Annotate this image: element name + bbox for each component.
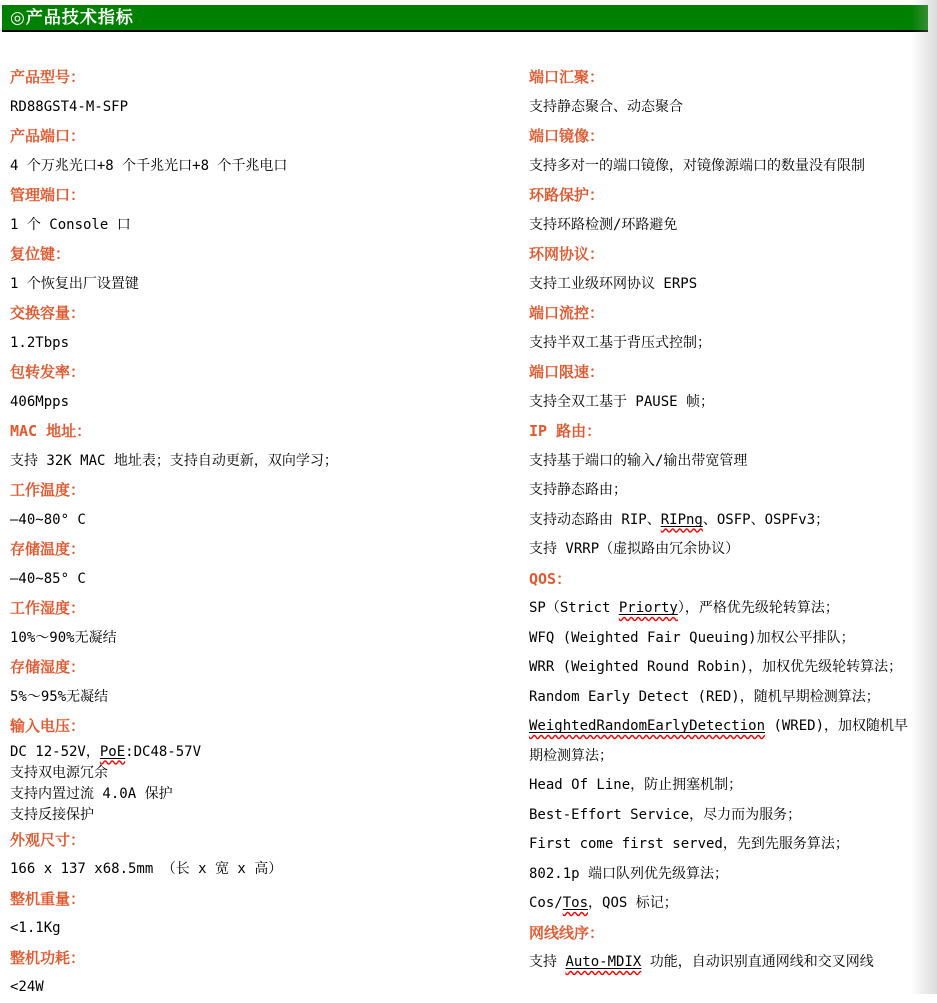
spec-text: 支持内置过流 4.0A 保护 bbox=[10, 785, 173, 802]
spec-text: 406Mpps bbox=[10, 393, 70, 410]
spec-section bbox=[529, 63, 921, 122]
spec-text: 支持反接保护 bbox=[10, 806, 94, 823]
spec-heading: 端口流控： bbox=[529, 304, 605, 322]
spec-section bbox=[10, 594, 529, 653]
spec-text: 支持基于端口的输入/输出带宽管理 bbox=[529, 452, 748, 469]
spec-section bbox=[10, 299, 529, 358]
spec-heading: 工作湿度： bbox=[10, 599, 86, 617]
spec-text: 4 个万兆光口+8 个千兆光口+8 个千兆电口 bbox=[10, 157, 288, 174]
spec-text: <1.1Kg bbox=[10, 920, 61, 936]
spec-section bbox=[529, 240, 921, 299]
spec-heading: 包转发率： bbox=[10, 363, 86, 381]
spec-section bbox=[10, 476, 529, 535]
spec-section bbox=[529, 417, 921, 565]
spec-section bbox=[529, 299, 921, 358]
spec-text: <24W bbox=[10, 979, 44, 995]
spec-text: 支持双电源冗余 bbox=[10, 764, 108, 781]
spec-heading: MAC 地址： bbox=[10, 422, 92, 440]
spec-section bbox=[10, 653, 529, 712]
spec-text: 166 x 137 x68.5mm （长 x 宽 x 高） bbox=[10, 861, 283, 877]
spec-heading: 复位键： bbox=[10, 245, 71, 263]
spec-heading: 整机功耗： bbox=[10, 948, 86, 967]
spec-text: —40~85° C bbox=[10, 570, 86, 587]
spec-text: 支持 VRRP（虚拟路由冗余协议） bbox=[529, 541, 740, 557]
spec-section bbox=[10, 417, 529, 476]
spec-heading: 外观尺寸： bbox=[10, 830, 86, 849]
spec-text: 1.2Tbps bbox=[10, 334, 70, 351]
spec-text: 802.1p 端口队列优先级算法； bbox=[529, 865, 729, 882]
spec-heading: 端口限速： bbox=[529, 363, 605, 381]
misspelled-word: Tos bbox=[562, 895, 589, 911]
spec-section bbox=[529, 358, 921, 417]
misspelled-word: Auto-MDIX bbox=[565, 954, 642, 970]
section-title: ◎产品技术指标 bbox=[10, 8, 134, 28]
spec-heading: 工作温度： bbox=[10, 481, 86, 499]
spec-column-left bbox=[10, 63, 529, 1003]
spec-text: DC 12-52V，PoE:DC48-57V bbox=[10, 743, 202, 760]
misspelled-word: WeightedRandomEarlyDetection bbox=[529, 718, 766, 734]
spec-text: WRR (Weighted Round Robin)，加权优先级轮转算法； bbox=[529, 659, 903, 675]
spec-text: —40~80° C bbox=[10, 511, 86, 528]
spec-text: 支持环路检测/环路避免 bbox=[529, 216, 678, 233]
spec-section bbox=[10, 63, 529, 122]
misspelled-word: Priorty bbox=[618, 600, 678, 616]
spec-heading: 存储湿度： bbox=[10, 658, 86, 676]
spec-section bbox=[10, 240, 529, 299]
spec-text: 支持静态聚合、动态聚合 bbox=[529, 98, 683, 115]
spec-text: Cos/Tos，QOS 标记； bbox=[529, 895, 678, 911]
spec-heading: 存储温度： bbox=[10, 540, 86, 558]
spec-text: 支持半双工基于背压式控制； bbox=[529, 334, 711, 351]
spec-heading: 环路保护： bbox=[529, 186, 605, 204]
spec-heading: IP 路由： bbox=[529, 422, 602, 440]
spec-section bbox=[10, 535, 529, 594]
spec-text: 支持 Auto-MDIX 功能，自动识别直通网线和交叉网线 bbox=[529, 954, 874, 970]
spec-heading: 端口镜像： bbox=[529, 127, 605, 145]
spec-section bbox=[529, 181, 921, 240]
spec-section bbox=[529, 919, 921, 978]
spec-section bbox=[10, 358, 529, 417]
spec-content bbox=[10, 63, 926, 1003]
misspelled-word: RIPng bbox=[660, 511, 703, 528]
spec-section bbox=[529, 565, 921, 919]
spec-text: 支持 32K MAC 地址表；支持自动更新，双向学习； bbox=[10, 452, 338, 469]
spec-text: RD88GST4-M-SFP bbox=[10, 98, 129, 115]
spec-heading: 交换容量： bbox=[10, 304, 86, 322]
spec-heading: 产品端口： bbox=[10, 127, 86, 145]
spec-heading: 产品型号： bbox=[10, 68, 86, 86]
spec-text: Best-Effort Service，尽力而为服务； bbox=[529, 806, 802, 823]
spec-text: 支持工业级环网协议 ERPS bbox=[529, 275, 698, 292]
spec-section bbox=[10, 712, 529, 826]
spec-text: WFQ (Weighted Fair Queuing)加权公平排队； bbox=[529, 629, 855, 646]
spec-heading: 整机重量： bbox=[10, 889, 86, 908]
spec-text: SP（Strict Priorty），严格优先级轮转算法； bbox=[529, 600, 839, 616]
spec-text: 支持全双工基于 PAUSE 帧； bbox=[529, 393, 715, 410]
spec-text: 支持多对一的端口镜像，对镜像源端口的数量没有限制 bbox=[529, 157, 865, 174]
spec-text: Random Early Detect (RED)，随机早期检测算法； bbox=[529, 688, 880, 705]
spec-section bbox=[529, 122, 921, 181]
spec-text: 5%～95%无凝结 bbox=[10, 688, 109, 705]
spec-section bbox=[10, 181, 529, 240]
spec-text: 1 个 Console 口 bbox=[10, 216, 131, 233]
spec-heading: 网线线序： bbox=[529, 923, 605, 942]
spec-text: 支持动态路由 RIP、RIPng、OSFP、OSPFv3； bbox=[529, 511, 830, 528]
spec-column-right bbox=[529, 63, 921, 1003]
spec-section bbox=[10, 122, 529, 181]
misspelled-word: PoE bbox=[99, 743, 126, 760]
spec-heading: QOS： bbox=[529, 569, 572, 588]
spec-section bbox=[10, 826, 529, 885]
spec-heading: 端口汇聚： bbox=[529, 68, 605, 86]
spec-text: 1 个恢复出厂设置键 bbox=[10, 275, 139, 292]
section-title-bar bbox=[2, 5, 928, 32]
spec-heading: 输入电压： bbox=[10, 717, 86, 735]
spec-text: WeightedRandomEarlyDetection (WRED)，加权随机早期检测算法； bbox=[529, 718, 909, 764]
spec-section bbox=[10, 885, 529, 944]
spec-text: 支持静态路由； bbox=[529, 482, 627, 498]
spec-text: 10%～90%无凝结 bbox=[10, 629, 117, 646]
spec-heading: 环网协议： bbox=[529, 245, 605, 263]
spec-text: Head Of Line，防止拥塞机制； bbox=[529, 777, 743, 793]
spec-heading: 管理端口： bbox=[10, 186, 86, 204]
spec-text: First come first served，先到先服务算法； bbox=[529, 836, 849, 852]
